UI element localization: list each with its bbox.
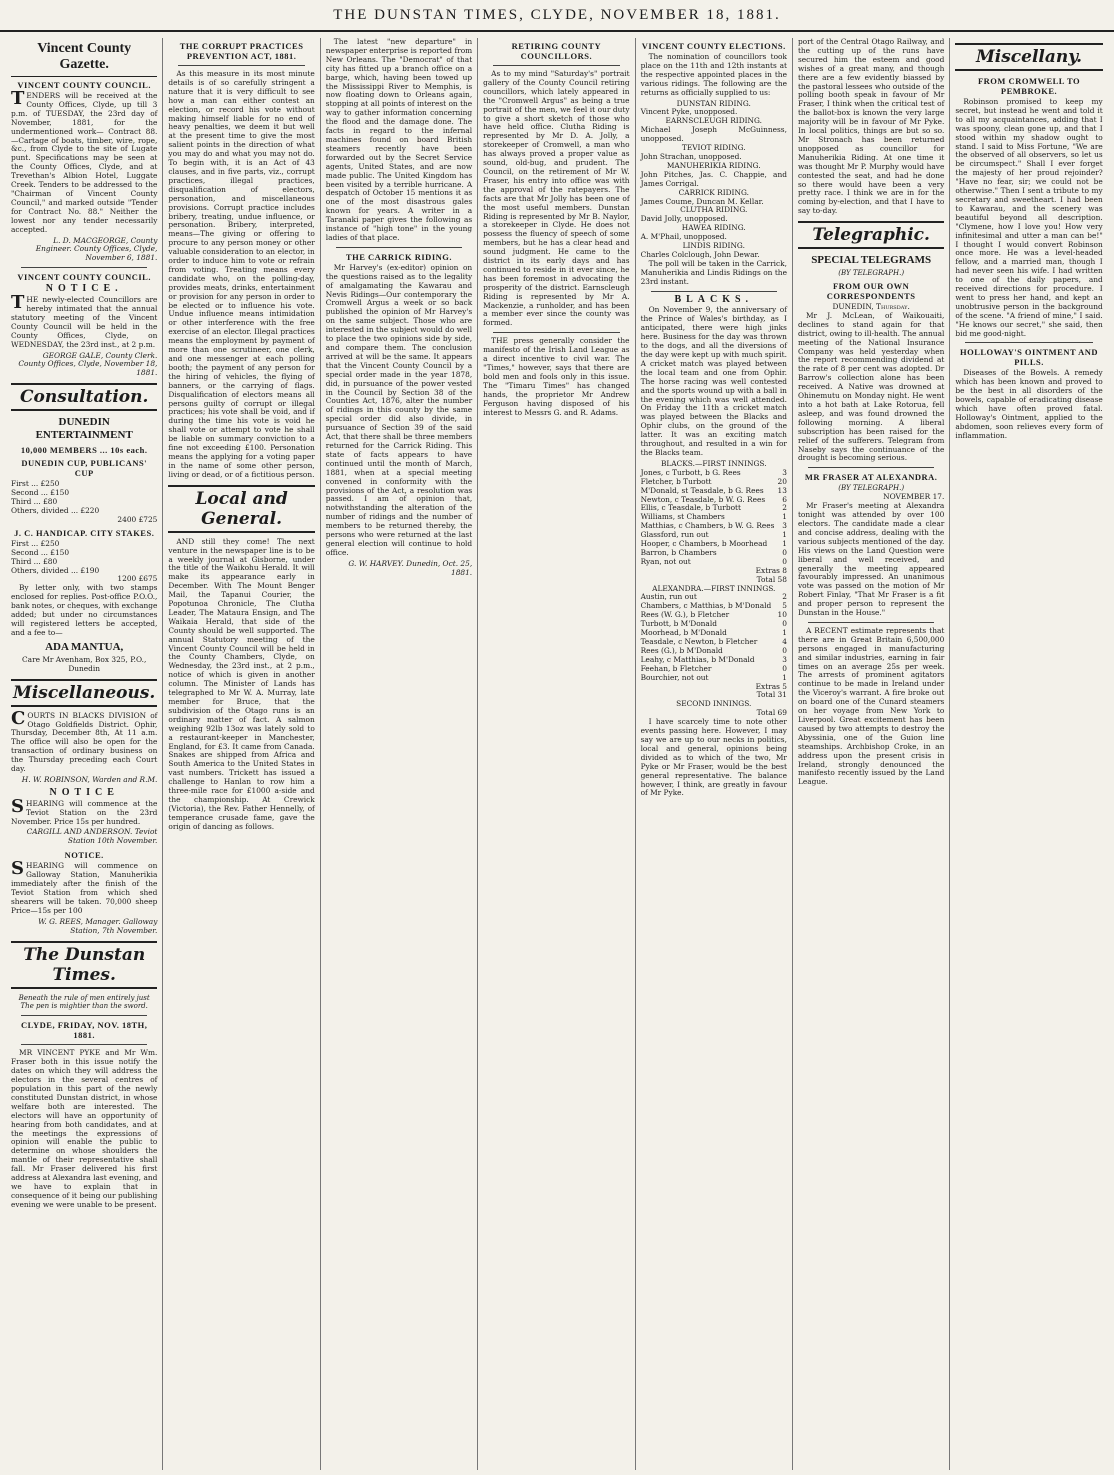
batsman-runs: 1 [782,530,787,540]
extras: Extras 5 [755,681,787,691]
courts-notice: COURTS IN BLACKS DIVISION of Otago Goldfields District. Ophir, Thursday, December 8th, At 11 a.m. The office will also be open for the transaction of ordinary business on the Thursday preceding each Court day. [11,707,158,774]
holloway-heading: HOLLOWAY'S OINTMENT AND PILLS. [959,347,1099,368]
special-telegrams-heading: SPECIAL TELEGRAMS [811,254,932,267]
alexandra-innings-heading: ALEXANDRA.—FIRST INNINGS. [652,583,776,593]
column-5 [636,38,793,1470]
fraser-sub: (BY TELEGRAPH.) [838,484,905,493]
paper-motto: Beneath the rule of men entirely just The pen is mightier than the sword. [18,993,150,1011]
dunedin-dateline: DUNEDIN, Thursday. [832,302,910,312]
ridings-list [641,100,787,260]
riding-name: CARRICK RIDING. [678,187,749,197]
shearing-notice-signature: CARGILL AND ANDERSON. Teviot Station 10th November. [26,827,158,846]
batsman-runs: 1 [782,628,787,638]
batsman-name: Fletcher, b Turbott [640,476,712,486]
batsman-name: Austin, run out [640,592,697,602]
local-general-heading: Local and General. [168,485,314,533]
ada-mantua-address: Care Mr Avenham, Box 325, P.O., Dunedin [22,654,147,673]
riding-name: CLUTHA RIDING. [680,205,748,215]
riding-name: MANUHERIKIA RIDING. [666,160,761,170]
riding-candidates: A. M'Phail, unopposed. [640,232,727,242]
batsman-runs: 3 [782,521,787,531]
shearing2-signature: W. G. REES, Manager. Galloway Station, 7th November. [38,916,158,935]
riding-candidates: John Strachan, unopposed. [640,151,742,161]
batsman-runs: 1 [782,512,787,522]
batsman-runs: 0 [782,645,787,655]
cup-heading: DUNEDIN CUP, PUBLICANS' CUP [21,458,148,479]
batsman-runs: 1 [782,672,787,682]
batsman-name: Ellis, c Teasdale, b Turbott [640,503,741,513]
second-innings-heading: SECOND INNINGS. [676,699,752,709]
batsman-runs: 13 [777,485,787,495]
riding-candidates: David Jolly, unopposed. [640,214,728,224]
notice-heading: NOTICE. [45,283,123,295]
batsman-runs: 2 [782,592,787,602]
divider [808,467,934,468]
telegraphic-heading: Telegraphic. [798,221,944,249]
council-heading: VINCENT COUNTY COUNCIL. [17,80,151,90]
batsman-name: Newton, c Teasdale, b W. G. Rees [640,494,766,504]
riding-candidates: Michael Joseph McGuinness, unopposed. [640,125,787,144]
batsman-name: M'Donald, st Teasdale, b G. Rees [640,485,764,495]
press-body: THE press generally consider the manifesto of the Irish Land League as a direct incentive to civil war. The "Times," however, says that there are bold men and fools only in this issue. The "Timaru Times" has changed hands, the proprietor Mr Andrew Ferguson having disposed of his interest to Messrs G. and R. Adams. [483,336,630,417]
prize-row: Second ... £150 [11,488,70,498]
batsman-runs: 20 [777,476,787,486]
blacks-heading: BLACKS. [674,293,754,305]
prize-row: First ... £250 [11,479,60,489]
holloway-body: Diseases of the Bowels. A remedy which has been known and proved to be the best in all disorders of the bowels, capable of eradicating disease which have often proved fatal. Holloway's Ointment, applied to the abdomen, soon relieves every form of inflammation. [955,368,1103,440]
batsman-name: Glassford, run out [640,530,709,540]
column-3 [321,38,478,1470]
prize-total: 2400 £725 [117,514,158,524]
miscellany-heading: Miscellany. [955,43,1102,71]
riding-name: DUNSTAN RIDING. [676,98,751,108]
carrick-riding-heading: THE CARRICK RIDING. [345,251,453,262]
batsman-name: Jones, c Turbott, b G. Rees [640,467,741,477]
gazette-title: Vincent County Gazette. [11,41,157,77]
batsman-runs: 10 [777,610,787,620]
handicap-prize-list [11,540,157,585]
batsman-runs: 5 [782,601,787,611]
elections-intro: The nomination of councillors took place on the 11th and 12th instants at the respective appointed places in the various ridings. The following are the returns as officially supplied to us: [640,52,787,97]
notice-body: THE newly-elected Councillors are hereby intimated that the annual statutory meeting of the Vincent County Council will be held in the County Offices, Clyde, on WEDNESDAY, the 23rd inst., at 2 p.m. [11,292,158,349]
continued-body: port of the Central Otago Railway, and the cutting up of the runs have secured him the esteem and good wishes of a great many, and though there are a few evidently biassed by the pastoral lessees who outside of the polling booth speak in favour of Mr Fraser, I think when the critical test of the ballot-box is known the very large majority will be in favour of Mr Pyke. In local politics, things are but so so. Mr Stronach has been returned unopposed as councillor for Manuherikia Riding. At one time it was thought Mr P. Murphy would have contested the seat, and had he done so there would have been a very pretty race. I think we are in for the coming by-election, and that I have to say to-day. [797,38,945,216]
second-innings-total: Total 69 [756,708,787,718]
retiring-councillors-heading: RETIRING COUNTY COUNCILLORS. [511,41,602,61]
divider [21,1015,147,1016]
batsman-name: Bourchier, not out [640,672,709,682]
ada-mantua-name: ADA MANTUA, [45,640,124,653]
batsman-name: Turbott, b M'Donald [640,619,717,629]
prize-total: 1200 £675 [117,574,158,584]
batsman-name: Chambers, c Matthias, b M'Donald [640,601,772,611]
fraser-heading: MR FRASER AT ALEXANDRA. [804,472,938,483]
divider [21,267,147,268]
batsman-runs: 6 [782,494,787,504]
batsman-runs: 0 [782,547,787,557]
prize-row: Third ... £80 [11,556,58,566]
batsman-runs: 3 [782,467,787,477]
riding-name: TEVIOT RIDING. [681,143,746,153]
alexandra-scorecard [641,593,787,700]
shearing2-body: SHEARING will commence on Galloway Station, Manuherikia immediately after the finish of the Teviot Station from which shed shearers will be taken. 70,000 sheep Price—15s per 100 [11,858,158,915]
carrick-riding-signature: G. W. HARVEY. Dunedin, Oct. 25, 1881. [348,558,473,577]
story-body: Robinson promised to keep my secret, but instead he went and told it to all my acquaintances, adding that I was spoony, clean gone up, and that I stood within my shadow ought to stand. I said to Miss Fortune, "We are the observed of all observers, so let us be circumspect." Shall I ever forget the majesty of her proud rejoinder? "Have no fear, sir; we could not be otherwise." Then I sent a tribute to my secretary and sweetheart. I had been to Kawarau, and the scenery was beautiful beyond all description. "Clymene, how I love you! How very infinitesimal and utter a man can be!" I thought I would convert Robinson once more. He was a level-headed fellow, and a married man, though I had never seen his wife. I had written to one of the daily papers, and received directions for procedure. I went to press her hand, and kept an unobtrusive person in the background of the scene. "A friend of mine," I said. "He knows our secret," she said, then bid me good-night. [955,97,1103,338]
batsman-name: Leahy, c Matthias, b M'Donald [640,654,755,664]
corrupt-practices-body: As this measure in its most minute details is of so carefully stringent a nature that it is very difficult to see how a man can either contest an election, or record his vote without making himself liable for no end of heavy penalties, we deem it but well at the present time to give the most salient points in the direction of what you may do and what you may not do. To begin with, it is an Act of 43 clauses, and in five parts, viz., corrupt practices, illegal practices, disqualification of electors, personation, and miscellaneous provisions. Corrupt practice includes bribery, treating, undue influence, or personation. Bribery, interpreted, means—The giving or offering to procure to any person money or other valuable consideration to an elector, in order to induce him to vote or refrain from voting. Treating means every candidate who, on the polling-day, provides meats, drinks, entertainment or provision for any person in order to be elected or to influence his vote. Undue influence means intimidation or other interference with the free exercise of an elector. Illegal practices means the employment by payment of more than one scrutineer, one clerk, and one messenger at each polling booth; the payment of any person for the hiring of vehicles, the flying of banners, or the carrying of flags. Disqualification of electors means all persons guilty of corrupt or illegal practices; his vote shall be void, and if during the time his vote is void he shall vote or attempt to vote he shall be liable on summary conviction to a fine not exceeding £100. Personation means the applying for a voting paper in the name of some other person, living or dead, or of a fictitious person. [168,69,315,479]
batsman-name: Teasdale, c Newton, b Fletcher [640,637,758,646]
miscellaneous-heading: Miscellaneous. [11,679,157,707]
batsman-name: Hooper, c Chambers, b Moorhead [640,539,768,549]
story-heading: FROM CROMWELL TO PEMBROKE. [977,76,1081,96]
column-7 [950,38,1107,1470]
divider [493,65,619,66]
blacks-body: On November 9, the anniversary of the Prince of Wales's birthday, as I anticipated, there were high jinks here. Business for the day was thrown to the dogs, and all the diversions of the day were kept up with much spirit. A cricket match was played between the local team and one from Ophir. The horse racing was well contested and the sports wound up with a ball in the evening which was well attended. On Friday the 11th a cricket match was played between the Blacks and Ophir clubs, on the ground of the latter. It was an exciting match throughout, and resulted in a win for the Blacks team. [640,305,787,457]
entertainment-heading: DUNEDIN ENTERTAINMENT [35,416,133,442]
column-1 [6,38,163,1470]
telegrams-body: Mr J. McLean, of Waikouaiti, declines to stand again for that district, owing to ill-health. The annual meeting of the National Insurance Company was held yesterday when the report recommending dividend at the rate of 8 per cent was adopted. Dr Barrow's collection alone has been received. A Native was drowned at Ohinemutu on Monday night. He went into a hot bath at Lake Rotorua, fell asleep, and was found drowned the following morning. A liberal subscription has been raised for the relief of the sufferers. Telegram from Naseby says the continuance of the drought is becoming serious. [797,310,945,463]
riding-candidates: Vincent Pyke, unopposed. [640,107,738,117]
cup-prize-list [11,480,157,525]
batsman-name: Barron, b Chambers [640,547,717,557]
blacks-innings-heading: BLACKS.—FIRST INNINGS. [660,458,767,468]
elections-heading: VINCENT COUNTY ELECTIONS. [641,41,786,51]
own-correspondents: FROM OUR OWN CORRESPONDENTS [826,281,916,302]
news-body-bottom: A RECENT estimate represents that there are in Great Britain 6,500,000 persons engaged in manufacturing and similar industries, earning in fair times on an average 25s per week. The arrests of prominent agitators continue to be made in Ireland under the Viceroy's warrant. A fire broke out on board one of the Cunard steamers on her voyage from New York to Liverpool. Great excitement has been caused by two attempts to destroy the Abyssinia, one of the Guion line steamships. Archbishop Croke, in an address upon the present crisis in Ireland, strongly denounced the manifesto recently issued by the Land League. [797,625,945,787]
prize-row: Others, divided ... £220 [11,506,100,515]
notice-signature: GEORGE GALE, County Clerk. County Offices, Clyde, November 18, 1881. [18,350,158,378]
shearing2-heading: NOTICE. [64,850,104,861]
prize-row: First ... £250 [11,538,60,548]
tenders-signature: L. D. MACGEORGE, County Engineer. County Offices, Clyde, November 6, 1881. [35,235,158,263]
shearing-notice-body: SHEARING will commence at the Teviot Station on the 23rd November. Price 15s per hundred. [11,795,158,826]
running-head: THE DUNSTAN TIMES, CLYDE, NOVEMBER 18, 1881. [333,7,781,23]
dateline: CLYDE, FRIDAY, NOV. 18TH, 1881. [20,1020,148,1041]
corrupt-practices-title: THE CORRUPT PRACTICES PREVENTION ACT, 1881. [179,41,304,61]
innings-total: Total 31 [756,690,787,700]
letter-instructions: By letter only, with two stamps enclosed for replies. Post-office P.O.O., bank notes, or cheques, with exchange added; but under no circumstances will registered letters be accepted, and a fee to— [11,583,158,637]
retiring-councillors-body: As to my mind "Saturday's" portrait gallery of the County Council retiring councillors, which lately appeared in the "Cromwell Argus" as being a true portrait of the men, we feel it our duty to give a short sketch of those who have held office. Clutha Riding is represented by Mr D. A. Jolly, a storekeeper of Cromwell, a man who has always proved a proper value as sound, old-bug, and prudent. The Council, on the retirement of Mr W. Fraser, his entry into office was with the approval of the ratepayers. The facts are that Mr Jolly has been one of the most useful members. Dunstan Riding is represented by Mr B. Naylor, a storekeeper in Clyde. He does not possess the fluency of speech of some members, but he has a clear head and sound judgment. He came to the district in its early days and has continued to reside in it ever since, he has been foremost in advocating the prosperity of the district. Earnscleugh Riding is represented by Mr A. Mackenzie, a runholder, and has been a member ever since the county was formed. [483,69,630,328]
batsman-name: Moorhead, b M'Donald [640,628,727,638]
innings-total: Total 58 [756,574,787,584]
divider [21,1044,147,1045]
prize-row: Others, divided ... £190 [11,565,100,575]
riding-name: LINDIS RIDING. [682,241,745,251]
masthead [0,0,1114,32]
shearing-notice-heading: NOTICE [49,786,119,798]
entertainment-subheading: 10,000 MEMBERS ... 10s each. [20,445,148,456]
divider [178,65,304,66]
editorial-body: MR VINCENT PYKE and Mr Wm. Fraser both in this issue notify the dates on which they will address the electors in the several centres of population in this part of the newly constituted Dunstan district, in whose welfare both are interested. The electors will have an opportunity of hearing from both candidates, and at the meetings the expressions of opinion will enable the public to determine on whose shoulders the mantle of their representative shall fall. Mr Fraser delivered his first address at Alexandra last evening, and we have to explain that in consequence of it being our publishing evening we were unable to be present. [11,1048,158,1209]
batsman-runs: 0 [782,556,787,566]
riding-candidates: James Coume, Duncan M. Kellar. [640,196,764,206]
fraser-body: Mr Fraser's meeting at Alexandra tonight was attended by over 100 electors. The candidate made a clear and concise address, dealing with the various subjects mentioned of the day. His views on the Land Question were liberal and well received, and generally the meeting appeared favourably impressed. An unanimous vote was passed on the motion of Mr Robert Finlay, "That Mr Fraser is a fit and proper person to represent the Dunstan in the House." [797,501,945,618]
page-columns [6,38,1108,1470]
news-body-top: The latest "new departure" in newspaper enterprise is reported from New Orleans. The "Democrat" of that city has fitted up a branch office on a barge, which, having been towed up the Mississippi River to Memphis, is now floating down to Orleans again, stopping at all points of interest on the way to gather information concerning the flood and the damage done. The facts in regard to the infernal machines found on board British steamers recently have been forwarded out by the Secret Service agents, United States, and are now made public. The United Kingdom has been visited by a terrible hurricane. A despatch of October 15 mentions it as one of the most disastrous gales known for years. A writer in a Taranaki paper gives the following as instance of "high tone" in the young ladies of that place. [325,38,473,242]
closing-remarks: I have scarcely time to note other events passing here. However, I may say we are up to our necks in politics, local and general, opinions being divided as to which of the two, Mr Pyke or Mr Fraser, would be the best general representative. The balance however, I think, are greatly in favour of Mr Pyke. [640,717,787,798]
courts-signature: H. W. ROBINSON, Warden and R.M. [21,774,158,784]
paper-title: The Dunstan Times. [11,941,157,989]
consultation-heading: Consultation. [11,383,157,411]
extras: Extras 8 [755,565,787,575]
batsman-runs: 2 [782,503,787,513]
local-general-body: AND still they come! The next venture in the newspaper line is to be a weekly journal at Gisborne, under the title of the Waikohu Herald. It will make its appearance early in December. With The Mount Benger Mail, the Tapanui Courier, the Popotunoa Chronicle, The Clutha Leader, The Mataura Ensign, and The Waikaia Herald, that side of the County should be well supported. The annual Statutory meeting of the Vincent County Council will be held in the County Chambers, Clyde, on Wednesday, the 23rd inst., at 2 p.m., notice of which is given in another column. The Minister of Lands has telegraphed to Mr W. A. Murray, late member for Bruce, that the subdivision of the Otago runs is an ordinary matter of fact. A salmon weighing 92lb 13oz was lately sold to a restaurant-keeper in Manchester, England, for £3. It came from Canada. Snakes are shipped from Africa and South America to the United States in vast numbers. Trickett has issued a challenge to Hanlan to row him a three-mile race for £1000 a-side and the championship. At Crewick (Victoria), the Rev. Father Hennelly, of temperance crusade fame, gave the origin of dancing as follows. [168,536,315,831]
blacks-scorecard [641,469,787,585]
batsman-runs: 0 [782,619,787,629]
batsman-name: Matthias, c Chambers, b W. G. Rees [640,521,775,531]
column-4 [478,38,635,1470]
batsman-runs: 1 [782,539,787,549]
batsman-name: Ryan, not out [640,556,691,566]
batsman-runs: 3 [782,654,787,664]
ridings-note: The poll will be taken in the Carrick, Manuherikia and Lindis Ridings on the 23rd instant. [640,258,787,286]
riding-candidates: John Pitches, Jas. C. Chappie, and James Corrigal. [640,169,787,188]
carrick-riding-body: Mr Harvey's (ex-editor) opinion on the questions raised as to the legality of amalgamating the Kawarau and Nevis Ridings—Our contemporary the Cromwell Argus a week or so back published the opinion of Mr Harvey's on the same subject. Those who are interested in the subject would do well to place the two opinions side by side, and compare them. The conclusion arrived at will be the same. It appears that the Vincent County Council by a special order made in the year 1878, did, in pursuance of the power vested in the Council by Section 38 of the Counties Act, 1876, alter the number of ridings in this county by the same special order did also divide, in pursuance of Section 39 of the said Act, that there shall be three members returned for the Carrick Riding. This state of facts appears to have continued until the month of March, 1881, when at a special meeting convened in conformity with the provisions of the Act, a resolution was passed. I am of opinion that, notwithstanding the alteration of the number of ridings and the number of members to be returned thereby, the persons who were returned at the last general election will continue to hold office. [325,262,473,557]
prize-row: Second ... £150 [11,547,70,557]
handicap-heading: J. C. HANDICAP. CITY STAKES. [14,527,155,538]
batsman-name: Feehan, b Fletcher [640,663,712,673]
batsman-name: Williams, st Chambers [640,512,725,522]
divider [336,247,462,248]
divider [965,342,1092,343]
batsman-name: Rees (W. G.), b Fletcher [640,610,730,620]
column-2 [163,38,320,1470]
riding-candidates: Charles Colclough, John Dewar. [640,249,760,259]
divider [493,332,619,333]
divider [651,291,777,292]
divider [808,622,934,623]
prize-row: Third ... £80 [11,497,58,507]
fraser-dateline: NOVEMBER 17. [883,492,945,502]
batsman-runs: 4 [782,637,787,646]
council-heading: VINCENT COUNTY COUNCIL. [17,272,151,283]
column-6 [793,38,950,1470]
riding-name: EARNSCLEUGH RIDING. [665,116,762,126]
batsman-name: Rees (G.), b M'Donald [640,645,723,655]
batsman-runs: 0 [782,663,787,673]
tenders-notice: TENDERS will be received at the County Offices, Clyde, up till 3 p.m. of TUESDAY, the 23rd day of November, 1881, for the undermentioned work— Contract 88.—Cartage of boats, timber, wire, rope, &c., from Clyde to the site of Lugate punt. Specifications may be seen at the County Offices, Clyde, and at Trevethan's Albion Hotel, Luggate Creek. Tenders to be addressed to the "Chairman of Vincent County Council," and marked outside "Tender for Contract No. 88." Neither the lowest nor any tender necessarily accepted. [11,88,158,234]
riding-name: HAWEA RIDING. [681,223,746,233]
special-telegrams-sub: (BY TELEGRAPH.) [838,269,905,278]
